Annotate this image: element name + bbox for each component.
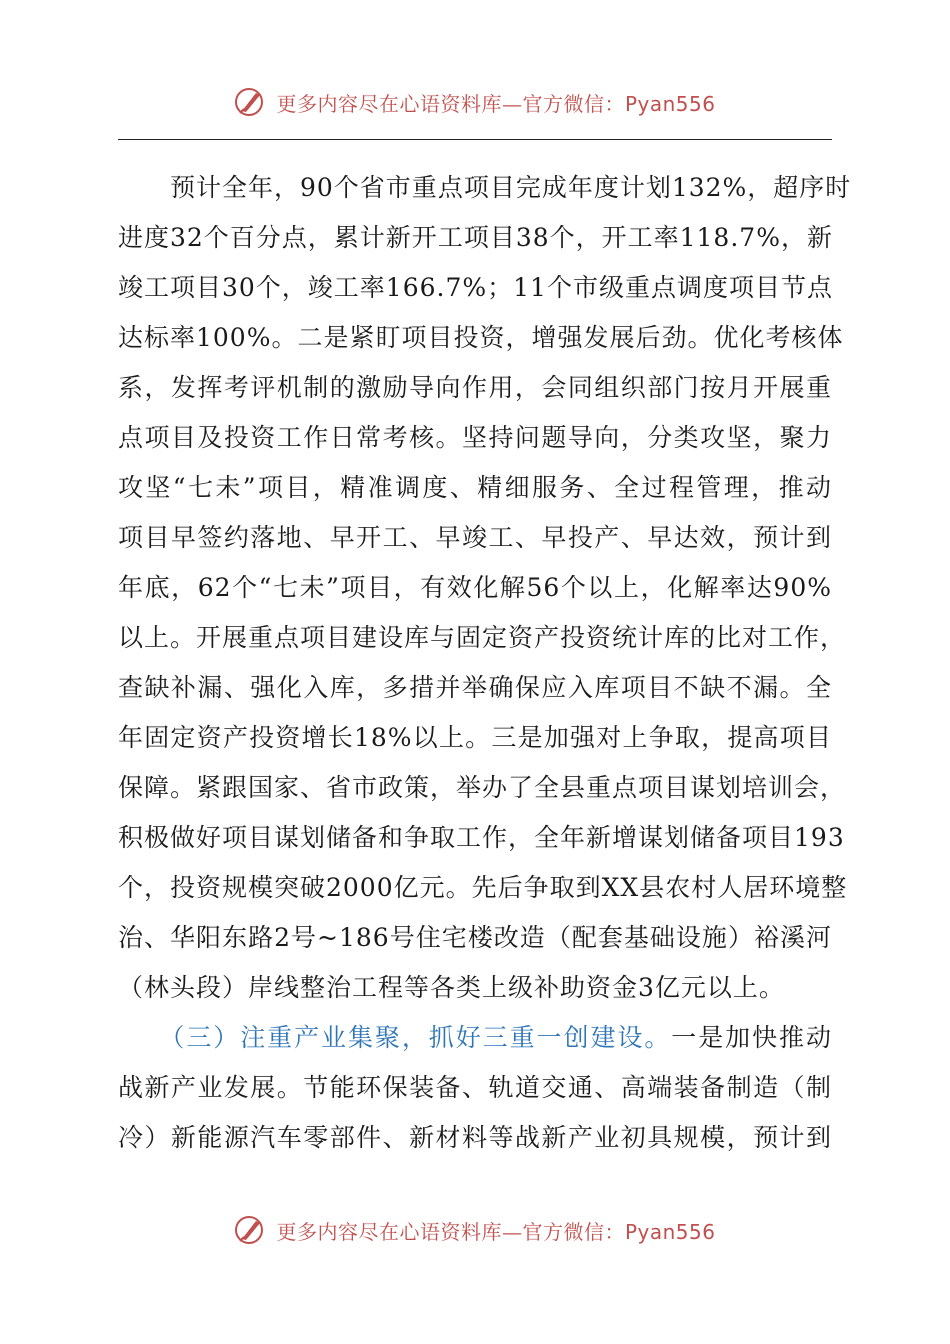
body-line: 达标率100%。二是紧盯项目投资，增强发展后劲。优化考核体: [118, 323, 844, 352]
body-line: 保障。紧跟国家、省市政策，举办了全县重点项目谋划培训会，: [118, 773, 847, 802]
body-line: 系，发挥考评机制的激励导向作用，会同组织部门按月开展重: [118, 373, 832, 402]
section-line-rest: 一是加快推动: [671, 1023, 832, 1052]
body-line: 年底，62个“七未”项目，有效化解56个以上，化解率达90%: [118, 573, 832, 602]
body-line: 竣工项目30个，竣工率166.7%；11个市级重点调度项目节点: [118, 273, 833, 302]
header-divider: [118, 139, 832, 140]
body-line: 以上。开展重点项目建设库与固定资产投资统计库的比对工作，: [118, 623, 847, 652]
watermark-separator: —: [501, 91, 523, 116]
header-watermark: [0, 82, 950, 122]
body-line: 年固定资产投资增长18%以上。三是加强对上争取，提高项目: [118, 723, 832, 752]
watermark-wechat-text: 官方微信：Pyan556: [522, 1219, 716, 1244]
quill-logo-icon: [234, 1213, 268, 1247]
watermark-text: [276, 1216, 715, 1245]
body-line: 攻坚“七未”项目，精准调度、精细服务、全过程管理，推动: [118, 473, 832, 502]
body-line: 冷）新能源汽车零部件、新材料等战新产业初具规模，预计到: [118, 1123, 832, 1152]
body-line: 治、华阳东路2号~186号住宅楼改造（配套基础设施）裕溪河: [118, 923, 832, 952]
section-heading: （三）注重产业集聚，抓好三重一创建设。: [171, 1023, 672, 1052]
body-line: 战新产业发展。节能环保装备、轨道交通、高端装备制造（制: [118, 1073, 832, 1102]
body-line: 点项目及投资工作日常考核。坚持问题导向，分类攻坚，聚力: [118, 423, 832, 452]
body-line: 积极做好项目谋划储备和争取工作，全年新增谋划储备项目193: [118, 823, 845, 852]
footer-watermark: [0, 1210, 950, 1250]
body-line: 个，投资规模突破2000亿元。先后争取到XX县农村人居环境整: [118, 873, 848, 902]
watermark-main-text: 更多内容尽在心语资料库: [276, 1219, 502, 1244]
watermark-text: [276, 88, 715, 117]
section-heading-line: [118, 1018, 832, 1068]
body-line: 进度32个百分点，累计新开工项目38个，开工率118.7%，新: [118, 223, 833, 252]
body-line: （林头段）岸线整治工程等各类上级补助资金3亿元以上。: [118, 973, 785, 1002]
document-body: [118, 168, 852, 1168]
watermark-separator: —: [501, 1219, 523, 1244]
watermark-wechat-text: 官方微信：Pyan556: [522, 91, 716, 116]
body-line: 项目早签约落地、早开工、早竣工、早投产、早达效，预计到: [118, 523, 832, 552]
body-line: 预计全年，90个省市重点项目完成年度计划132%，超序时: [118, 173, 852, 202]
watermark-main-text: 更多内容尽在心语资料库: [276, 91, 502, 116]
body-line: 查缺补漏、强化入库，多措并举确保应入库项目不缺不漏。全: [118, 673, 832, 702]
quill-logo-icon: [234, 85, 268, 119]
